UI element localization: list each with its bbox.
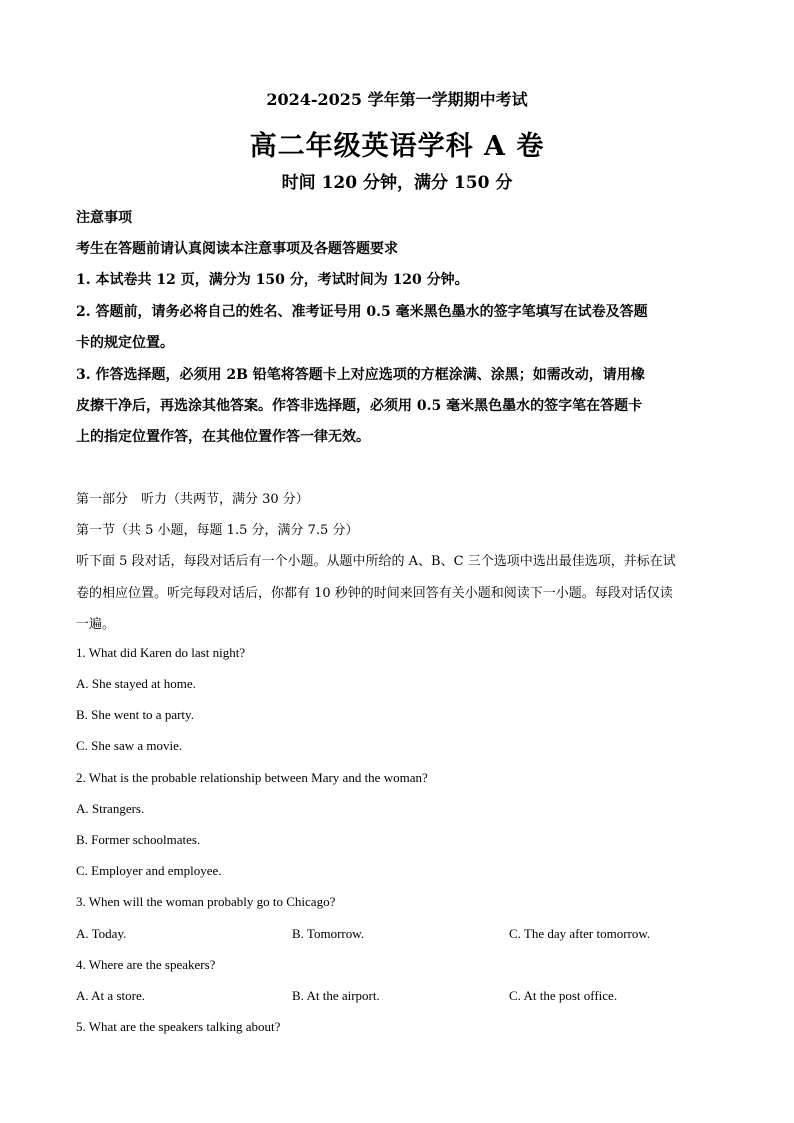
notice-line: 3. 作答选择题，必须用 2B 铅笔将答题卡上对应选项的方框涂满、涂黑；如需改动，请用橡 — [76, 367, 645, 383]
question-1-option-b: B. She went to a party. — [76, 707, 194, 722]
question-5-stem: 5. What are the speakers talking about? — [76, 1019, 281, 1034]
question-4-option-c: C. At the post office. — [509, 988, 618, 1003]
notice-line: 卡的规定位置。 — [76, 335, 174, 351]
exam-period: 2024-2025 学年第一学期期中考试 — [266, 90, 528, 109]
part-heading: 第一部分 听力（共两节，满分 30 分） — [76, 492, 309, 507]
question-1-stem: 1. What did Karen do last night? — [76, 645, 246, 660]
instruction-line: 一遍。 — [76, 617, 116, 632]
section-heading: 第一节（共 5 小题，每题 1.5 分，满分 7.5 分） — [76, 523, 359, 538]
question-3-option-c: C. The day after tomorrow. — [509, 926, 651, 941]
question-2-option-b: B. Former schoolmates. — [76, 832, 201, 847]
question-3-stem: 3. When will the woman probably go to Chicago? — [76, 894, 336, 909]
question-1-option-a: A. She stayed at home. — [76, 676, 196, 691]
exam-time: 时间 120 分钟，满分 150 分 — [281, 173, 513, 193]
question-3-option-a: A. Today. — [76, 926, 127, 941]
question-2-stem: 2. What is the probable relationship between Mary and the woman? — [76, 770, 428, 785]
question-2-option-a: A. Strangers. — [76, 801, 145, 816]
notice-line: 2. 答题前，请务必将自己的姓名、准考证号用 0.5 毫米黑色墨水的签字笔填写在试卷及答题 — [76, 304, 648, 320]
question-1-option-c: C. She saw a movie. — [76, 738, 183, 753]
notice-line: 1. 本试卷共 12 页，满分为 150 分，考试时间为 120 分钟。 — [76, 272, 469, 288]
exam-title: 高二年级英语学科 A 卷 — [249, 131, 545, 162]
question-4-option-a: A. At a store. — [76, 988, 145, 1003]
notice-line: 皮擦干净后，再选涂其他答案。作答非选择题，必须用 0.5 毫米黑色墨水的签字笔在答题卡 — [76, 398, 643, 414]
instruction-line: 听下面 5 段对话，每段对话后有一个小题。从题中所给的 A、B、C 三个选项中选出最佳选项，并标在试 — [76, 554, 676, 569]
notice-intro: 考生在答题前请认真阅读本注意事项及各题答题要求 — [76, 241, 398, 257]
question-2-option-c: C. Employer and employee. — [76, 863, 222, 878]
question-3-option-b: B. Tomorrow. — [292, 926, 365, 941]
instruction-line: 卷的相应位置。听完每段对话后，你都有 10 秒钟的时间来回答有关小题和阅读下一小题。每段对话仅读 — [76, 586, 673, 601]
question-4-option-b: B. At the airport. — [292, 988, 380, 1003]
notice-line: 上的指定位置作答，在其他位置作答一律无效。 — [76, 429, 370, 445]
notice-heading: 注意事项 — [76, 210, 132, 226]
question-4-stem: 4. Where are the speakers? — [76, 957, 216, 972]
